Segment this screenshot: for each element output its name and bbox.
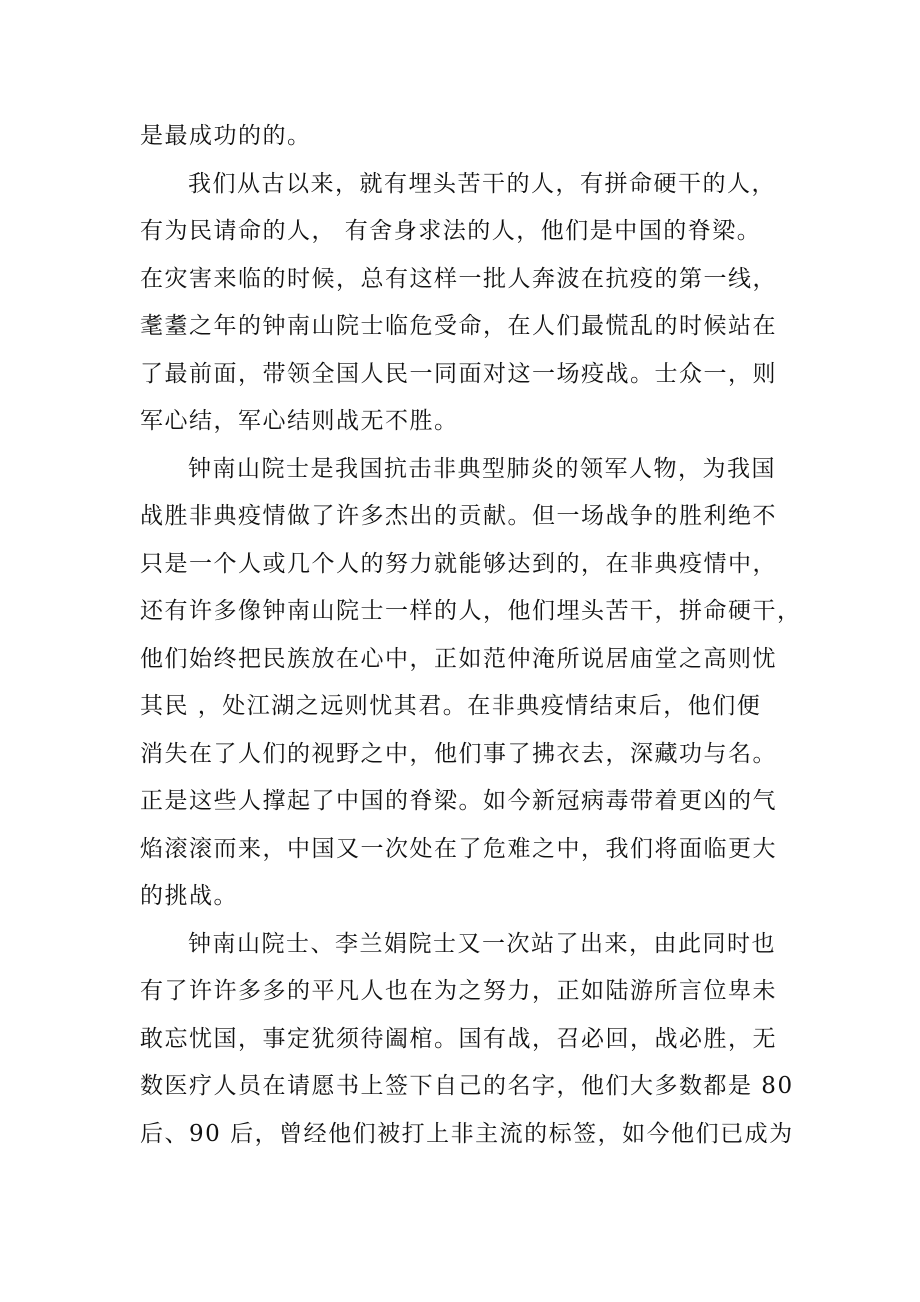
text-line: 耄耋之年的钟南山院士临危受命，在人们最慌乱的时候站在 [140, 313, 777, 339]
text-line: 有了许许多多的平凡人也在为之努力，正如陆游所言位卑未 [140, 978, 777, 1004]
text-line: 是最成功的的。 [140, 123, 312, 149]
text-line: 还有许多像钟南山院士一样的人，他们埋头苦干，拼命硬干， [140, 598, 802, 624]
text-line: 钟南山院士、李兰娟院士又一次站了出来，由此同时也 [188, 930, 776, 957]
text-line: 我们从古以来，就有埋头苦干的人，有拼命硬干的人， [188, 170, 776, 197]
text-line: 焰滚滚而来，中国又一次处在了危难之中，我们将面临更大 [140, 835, 777, 862]
text-line: 的挑战。 [140, 883, 238, 909]
text-line: 有为民请命的人， 有舍身求法的人，他们是中国的脊梁。 [140, 218, 762, 244]
text-line: 只是一个人或几个人的努力就能够达到的，在非典疫情中， [140, 550, 777, 577]
text-line: 钟南山院士是我国抗击非典型肺炎的领军人物，为我国 [188, 455, 776, 482]
text-line: 后、90 后，曾经他们被打上非主流的标签，如今他们已成为 [140, 1120, 794, 1147]
text-line: 战胜非典疫情做了许多杰出的贡献。但一场战争的胜利绝不 [140, 503, 777, 529]
text-line: 其民 ，处江湖之远则忧其君。在非典疫情结束后，他们便 [140, 693, 762, 719]
body-text [140, 113, 802, 1158]
text-line: 军心结，军心结则战无不胜。 [140, 408, 459, 434]
text-line: 数医疗人员在请愿书上签下自己的名字，他们大多数都是 80 [140, 1073, 794, 1099]
text-line: 在灾害来临的时候，总有这样一批人奔波在抗疫的第一线， [140, 265, 777, 292]
text-line: 正是这些人撑起了中国的脊梁。如今新冠病毒带着更凶的气 [140, 788, 777, 814]
text-line: 消失在了人们的视野之中，他们事了拂衣去，深藏功与名。 [140, 740, 777, 767]
text-line: 了最前面，带领全国人民一同面对这一场疫战。士众一，则 [140, 360, 777, 387]
text-line: 敢忘忧国，事定犹须待阖棺。国有战，召必回，战必胜，无 [140, 1025, 777, 1052]
text-line: 他们始终把民族放在心中，正如范仲淹所说居庙堂之高则忧 [140, 645, 777, 672]
